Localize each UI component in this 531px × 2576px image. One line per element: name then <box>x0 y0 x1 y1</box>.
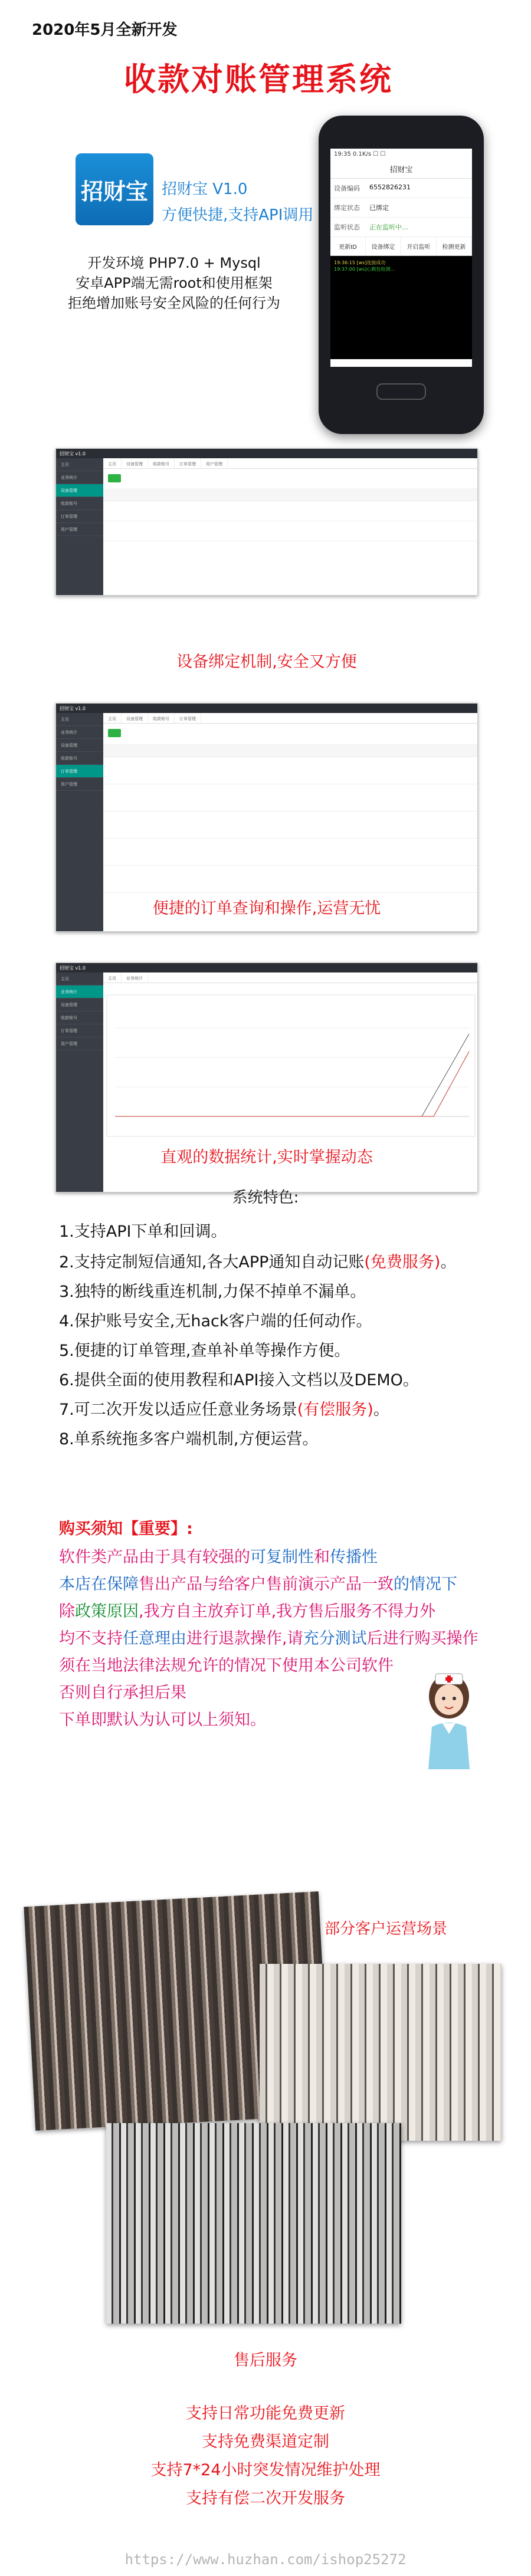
feature-highlight: (免费服务) <box>364 1253 441 1271</box>
notice-seg: 和 <box>314 1548 330 1566</box>
tab[interactable]: 订单管理 <box>175 713 201 723</box>
notice-seg: 可复制性 <box>250 1548 314 1566</box>
notice-line <box>59 1598 435 1621</box>
notice-seg: 政策原因 <box>75 1602 139 1621</box>
feature-highlight: (有偿服务) <box>297 1401 373 1419</box>
feature-text: 6.提供全面的使用教程和API接入文档以及DEMO。 <box>59 1371 419 1389</box>
table-row <box>103 839 477 866</box>
feature-tail: 。 <box>373 1401 389 1419</box>
feature-item <box>59 1279 366 1302</box>
operation-photo-2 <box>260 1964 502 2141</box>
tab[interactable]: 用户管理 <box>201 458 228 468</box>
tab[interactable]: 收款账号 <box>148 458 175 468</box>
support-item: 支持有偿二次开发服务 <box>186 2489 345 2508</box>
sidebar-item[interactable]: 用户管理 <box>56 778 103 791</box>
tab[interactable]: 设备管理 <box>122 713 148 723</box>
search-button[interactable] <box>108 474 121 482</box>
table-row <box>103 866 477 893</box>
panel-topbar: 招财宝 v1.0 <box>56 704 477 713</box>
tab[interactable]: 主页 <box>103 972 122 983</box>
tab[interactable]: 设备管理 <box>122 458 148 468</box>
env-line-3: 拒绝增加账号安全风险的任何行为 <box>68 295 280 311</box>
hero-title: 收款对账管理系统 <box>124 61 393 98</box>
notice-seg: 均不支持 <box>59 1629 123 1648</box>
notice-seg: 须在当地法律法规允许的情况下使用本公司软件 <box>59 1657 394 1675</box>
notice-line <box>59 1571 457 1594</box>
notice-seg: 除 <box>59 1602 75 1621</box>
tab[interactable]: 收款账号 <box>148 713 175 723</box>
panel-sidebar <box>56 458 103 595</box>
notice-title: 购买须知【重要】: <box>59 1520 193 1538</box>
env-line-2: 安卓APP端无需root和使用框架 <box>76 275 273 291</box>
phone-listen-button[interactable]: 开启监听 <box>401 237 437 255</box>
sidebar-item[interactable]: 业务统计 <box>56 985 103 998</box>
feature-item <box>59 1338 350 1361</box>
screenshot-device-management <box>55 448 478 596</box>
panel-topbar: 招财宝 v1.0 <box>56 963 477 972</box>
table-row <box>103 757 477 784</box>
table-row <box>103 501 477 521</box>
phone-row-bind <box>330 198 472 218</box>
table-row <box>103 521 477 541</box>
notice-seg: 后进行购买操作 <box>366 1629 478 1648</box>
notice-seg: 下单即默认为认可以上须知。 <box>59 1711 266 1729</box>
aftersales-title: 售后服务 <box>234 2351 297 2370</box>
sidebar-item[interactable]: 用户管理 <box>56 1037 103 1050</box>
feature-text: 3.独特的断线重连机制,力保不掉单不漏单。 <box>59 1283 366 1301</box>
tab[interactable]: 主页 <box>103 458 122 468</box>
tab[interactable]: 业务统计 <box>122 972 148 983</box>
feature-item <box>59 1249 456 1272</box>
sidebar-item[interactable]: 订单管理 <box>56 1024 103 1037</box>
stats-line-chart <box>103 993 478 1140</box>
sidebar-item[interactable]: 订单管理 <box>56 765 103 778</box>
panel-tabs <box>103 972 477 983</box>
caption-device: 设备绑定机制,安全又方便 <box>176 653 357 671</box>
tab[interactable]: 主页 <box>103 713 122 723</box>
sidebar-item[interactable]: 业务统计 <box>56 471 103 484</box>
notice-seg: 进行退款操作,请 <box>186 1629 303 1648</box>
notice-line <box>59 1625 478 1648</box>
phone-app-title: 招财宝 <box>330 160 472 179</box>
phone-home-button <box>376 383 426 400</box>
support-item: 支持7*24小时突发情况维护处理 <box>150 2461 381 2479</box>
notice-seg: ,我方自主放弃订单,我方售后服务不得力外 <box>139 1602 436 1621</box>
notice-line <box>59 1707 266 1730</box>
nurse-illustration <box>417 1669 481 1769</box>
phone-status-bar: 19:35 0.1K/s ☐ ☐ <box>334 151 386 157</box>
sidebar-item[interactable]: 用户管理 <box>56 523 103 536</box>
watermark: https://www.huzhan.com/ishop25272 <box>124 2551 407 2568</box>
feature-text: 5.便捷的订单管理,查单补单等操作方便。 <box>59 1342 350 1360</box>
notice-seg: 充分测试 <box>303 1629 367 1648</box>
feature-text: 1.支持API下单和回调。 <box>59 1223 227 1241</box>
notice-seg: 任意理由 <box>123 1629 186 1648</box>
notice-seg: 传播性 <box>330 1548 378 1566</box>
panel-tabs <box>103 713 477 724</box>
notice-seg: 的情况下 <box>394 1575 457 1593</box>
phone-row-key: 设备编码 <box>334 185 360 192</box>
sidebar-item[interactable]: 收款账号 <box>56 497 103 510</box>
caption-order: 便捷的订单查询和操作,运营无忧 <box>152 899 381 918</box>
feature-tail: 。 <box>440 1253 457 1271</box>
table-header <box>103 744 477 757</box>
notice-line <box>59 1652 394 1675</box>
notice-seg: 否则自行承担后果 <box>59 1684 186 1702</box>
sidebar-item[interactable]: 收款账号 <box>56 752 103 765</box>
feature-text: 2.支持定制短信通知,各大APP通知自动记账 <box>59 1253 365 1271</box>
phone-bind-button[interactable]: 设备绑定 <box>366 237 401 255</box>
phone-button-row <box>330 237 472 256</box>
operation-photo-3 <box>106 2123 401 2324</box>
phone-check-update-button[interactable]: 检测更新 <box>437 237 472 255</box>
notice-seg: 本店在保障 <box>59 1575 139 1593</box>
panel-content <box>103 458 477 595</box>
sidebar-item[interactable]: 收款账号 <box>56 1011 103 1024</box>
support-item: 支持免费渠道定制 <box>202 2433 329 2451</box>
phone-row-value: 已绑定 <box>369 204 389 212</box>
sidebar-item[interactable]: 设备管理 <box>56 484 103 497</box>
app-slogan: 方便快捷,支持API调用 <box>162 206 314 224</box>
scenes-label: 部分客户运营场景 <box>324 1920 448 1938</box>
table-header <box>103 488 477 501</box>
phone-row-value: 正在监听中... <box>369 224 408 231</box>
feature-item <box>59 1426 318 1449</box>
phone-row-listen <box>330 218 472 237</box>
app-logo-text: 招财宝 <box>80 178 148 205</box>
feature-item <box>59 1308 372 1331</box>
notice-seg: 售出产品与给客户售前演示产品一致 <box>139 1575 394 1593</box>
table-row <box>103 784 477 811</box>
hero-tag: 2020年5月全新开发 <box>32 21 178 39</box>
feature-item <box>59 1218 227 1241</box>
sidebar-item[interactable]: 业务统计 <box>56 726 103 739</box>
sidebar-item[interactable]: 主页 <box>56 972 103 985</box>
phone-screen <box>330 149 472 367</box>
phone-log-line: 19:36:15 [ws]连接成功 <box>334 260 386 265</box>
phone-row-key: 监听状态 <box>334 224 360 231</box>
search-button[interactable] <box>108 729 121 737</box>
feature-text: 8.单系统拖多客户端机制,方便运营。 <box>59 1430 319 1448</box>
sidebar-item[interactable]: 主页 <box>56 713 103 726</box>
sidebar-item[interactable]: 订单管理 <box>56 510 103 523</box>
sidebar-item[interactable]: 主页 <box>56 458 103 471</box>
caption-stats: 直观的数据统计,实时掌握动态 <box>160 1148 373 1167</box>
table-row <box>103 811 477 839</box>
notice-seg: 软件类产品由于具有较强的 <box>59 1548 250 1566</box>
env-line-1: 开发环境 PHP7.0 + Mysql <box>87 255 261 271</box>
phone-row-device <box>330 179 472 198</box>
feature-text: 7.可二次开发以适应任意业务场景 <box>59 1401 297 1419</box>
notice-line <box>59 1680 186 1703</box>
phone-row-key: 绑定状态 <box>334 204 360 212</box>
feature-item <box>59 1397 389 1420</box>
phone-update-id-button[interactable]: 更新ID <box>330 237 366 255</box>
phone-row-value: 6552826231 <box>369 183 411 191</box>
notice-line <box>59 1544 378 1567</box>
features-title: 系统特色: <box>232 1189 299 1207</box>
panel-topbar: 招财宝 v1.0 <box>56 449 477 458</box>
support-item: 支持日常功能免费更新 <box>186 2404 345 2423</box>
panel-tabs <box>103 458 477 469</box>
app-name: 招财宝 V1.0 <box>162 180 248 198</box>
sidebar-item[interactable]: 设备管理 <box>56 739 103 752</box>
sidebar-item[interactable]: 设备管理 <box>56 998 103 1011</box>
app-logo <box>76 153 153 225</box>
feature-text: 4.保护账号安全,无hack客户端的任何动作。 <box>59 1312 372 1330</box>
phone-log <box>330 256 472 359</box>
feature-item <box>59 1367 419 1390</box>
phone-log-line: 19:37:00 [ws]心跳包检测... <box>334 267 395 272</box>
tab[interactable]: 订单管理 <box>175 458 201 468</box>
